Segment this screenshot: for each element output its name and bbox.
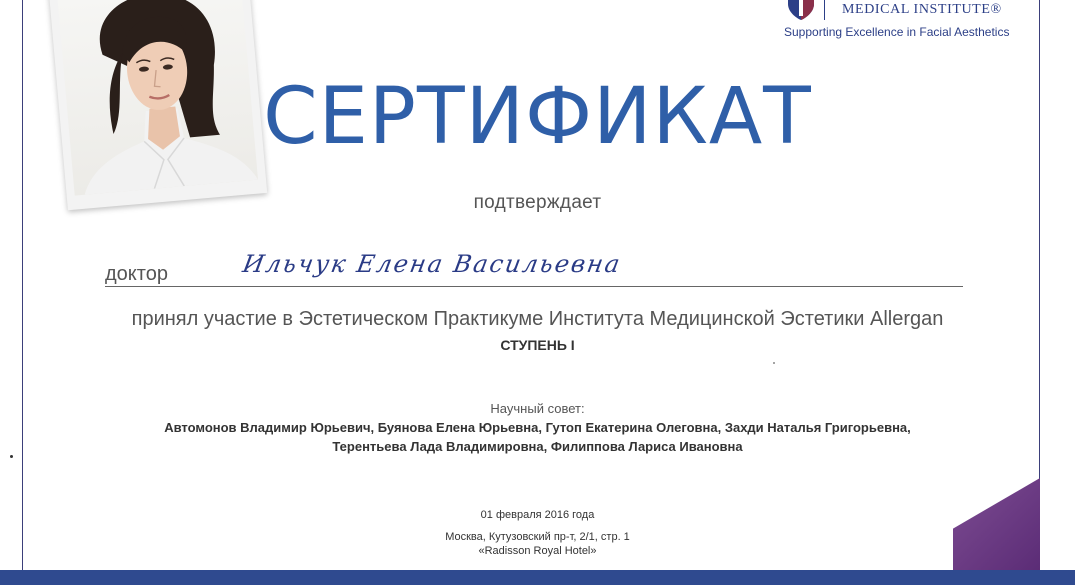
- shield-logo-icon: [786, 0, 816, 20]
- council-members-line-1: Автомонов Владимир Юрьевич, Буянова Елена Юрьевна, Гутоп Екатерина Олеговна, Захди Наталья Григорьевна,: [164, 420, 911, 435]
- council-label: Научный совет:: [490, 401, 585, 416]
- scan-speck: [773, 362, 775, 364]
- doctor-label: доктор: [105, 263, 168, 285]
- institute-logo: [780, 0, 1020, 45]
- event-address: Москва, Кутузовский пр-т, 2/1, стр. 1: [445, 531, 630, 543]
- footer-band: [0, 570, 1075, 585]
- logo-divider: [824, 0, 825, 20]
- event-venue: «Radisson Royal Hotel»: [478, 545, 597, 557]
- name-underline: [105, 286, 963, 287]
- certificate-title: СЕРТИФИКАТ: [263, 72, 812, 162]
- stage-label: СТУПЕНЬ I: [500, 337, 575, 353]
- scan-speck: [10, 455, 13, 458]
- participation-statement: принял участие в Эстетическом Практикуме Института Медицинской Эстетики Allergan: [131, 308, 944, 330]
- institute-name: MEDICAL INSTITUTE®: [842, 2, 1002, 17]
- confirms-text: подтверждает: [473, 192, 602, 213]
- event-date: 01 февраля 2016 года: [480, 509, 595, 521]
- institute-tagline: Supporting Excellence in Facial Aesthetics: [784, 25, 1010, 39]
- council-members-line-2: Терентьева Лада Владимировна, Филиппова Лариса Ивановна: [332, 439, 743, 454]
- doctor-name-handwritten: Ильчук Елена Васильевна: [240, 250, 624, 278]
